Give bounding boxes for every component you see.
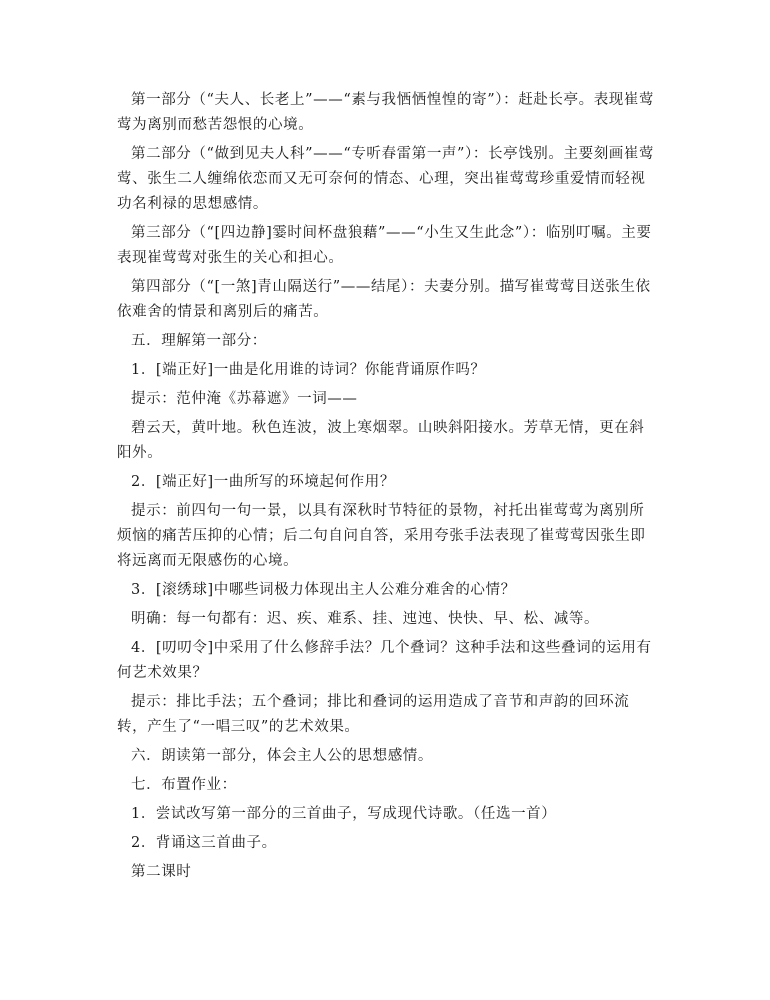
homework-two: 2．背诵这三首曲子。 xyxy=(131,835,277,851)
paragraph-part-four: 第四部分（“[一煞]青山隔送行”——结尾）：夫妻分别。描写崔莺莺目送张生依依难舍的情景和离别后的痛苦。 xyxy=(117,279,651,320)
question-three: 3．[滚绣球]中哪些词极力体现出主人公难分难舍的心情？ xyxy=(131,582,516,598)
paragraph-part-two: 第二部分（“做到见夫人科”——“专听春雷第一声”）：长亭饯别。主要刻画崔莺莺、张生二人缠绵依恋而又无可奈何的情态、心理，突出崔莺莺珍重爱情而轻视功名利禄的思想感情。 xyxy=(117,146,655,212)
answer-three: 明确：每一句都有：迟、疾、难系、挂、迍迍、快快、早、松、减等。 xyxy=(131,611,600,627)
question-one: 1．[端正好]一曲是化用谁的诗词？你能背诵原作吗？ xyxy=(131,362,486,378)
poem-text: 碧云天，黄叶地。秋色连波，波上寒烟翠。山映斜阳接水。芳草无情，更在斜阳外。 xyxy=(117,420,645,461)
paragraph-part-one: 第一部分（“夫人、长老上”——“素与我恓恓惶惶的寄”）：赶赴长亭。表现崔莺莺为离别而愁苦怨恨的心境。 xyxy=(117,92,655,133)
section-heading-five: 五．理解第一部分： xyxy=(131,333,267,349)
homework-one: 1．尝试改写第一部分的三首曲子，写成现代诗歌。（任选一首） xyxy=(131,806,557,822)
hint-two: 提示：前四句一句一景，以具有深秋时节特征的景物，衬托出崔莺莺为离别所烦恼的痛苦压抑的心情；后二句自问自答，采用夸张手法表现了崔莺莺因张生即将远离而无限感伤的心境。 xyxy=(117,503,646,569)
document-body xyxy=(117,88,655,889)
paragraph-part-three: 第三部分（“[四边静]霎时间杯盘狼藉”——“小生又生此念”）：临别叮嘱。主要表现崔莺莺对张生的关心和担心。 xyxy=(117,225,652,266)
question-two: 2．[端正好]一曲所写的环境起何作用？ xyxy=(131,474,395,490)
question-four: 4．[叨叨令]中采用了什么修辞手法？几个叠词？这种手法和这些叠词的运用有何艺术效果？ xyxy=(117,640,652,681)
hint-one: 提示：范仲淹《苏幕遮》一词—— xyxy=(131,391,358,407)
section-heading-seven: 七．布置作业： xyxy=(131,777,237,793)
hint-four: 提示：排比手法；五个叠词；排比和叠词的运用造成了音节和声韵的回环流转，产生了“一唱三叹”的艺术效果。 xyxy=(117,694,630,735)
section-heading-six: 六．朗读第一部分，体会主人公的思想感情。 xyxy=(131,748,433,764)
second-lesson-heading: 第二课时 xyxy=(131,864,192,880)
